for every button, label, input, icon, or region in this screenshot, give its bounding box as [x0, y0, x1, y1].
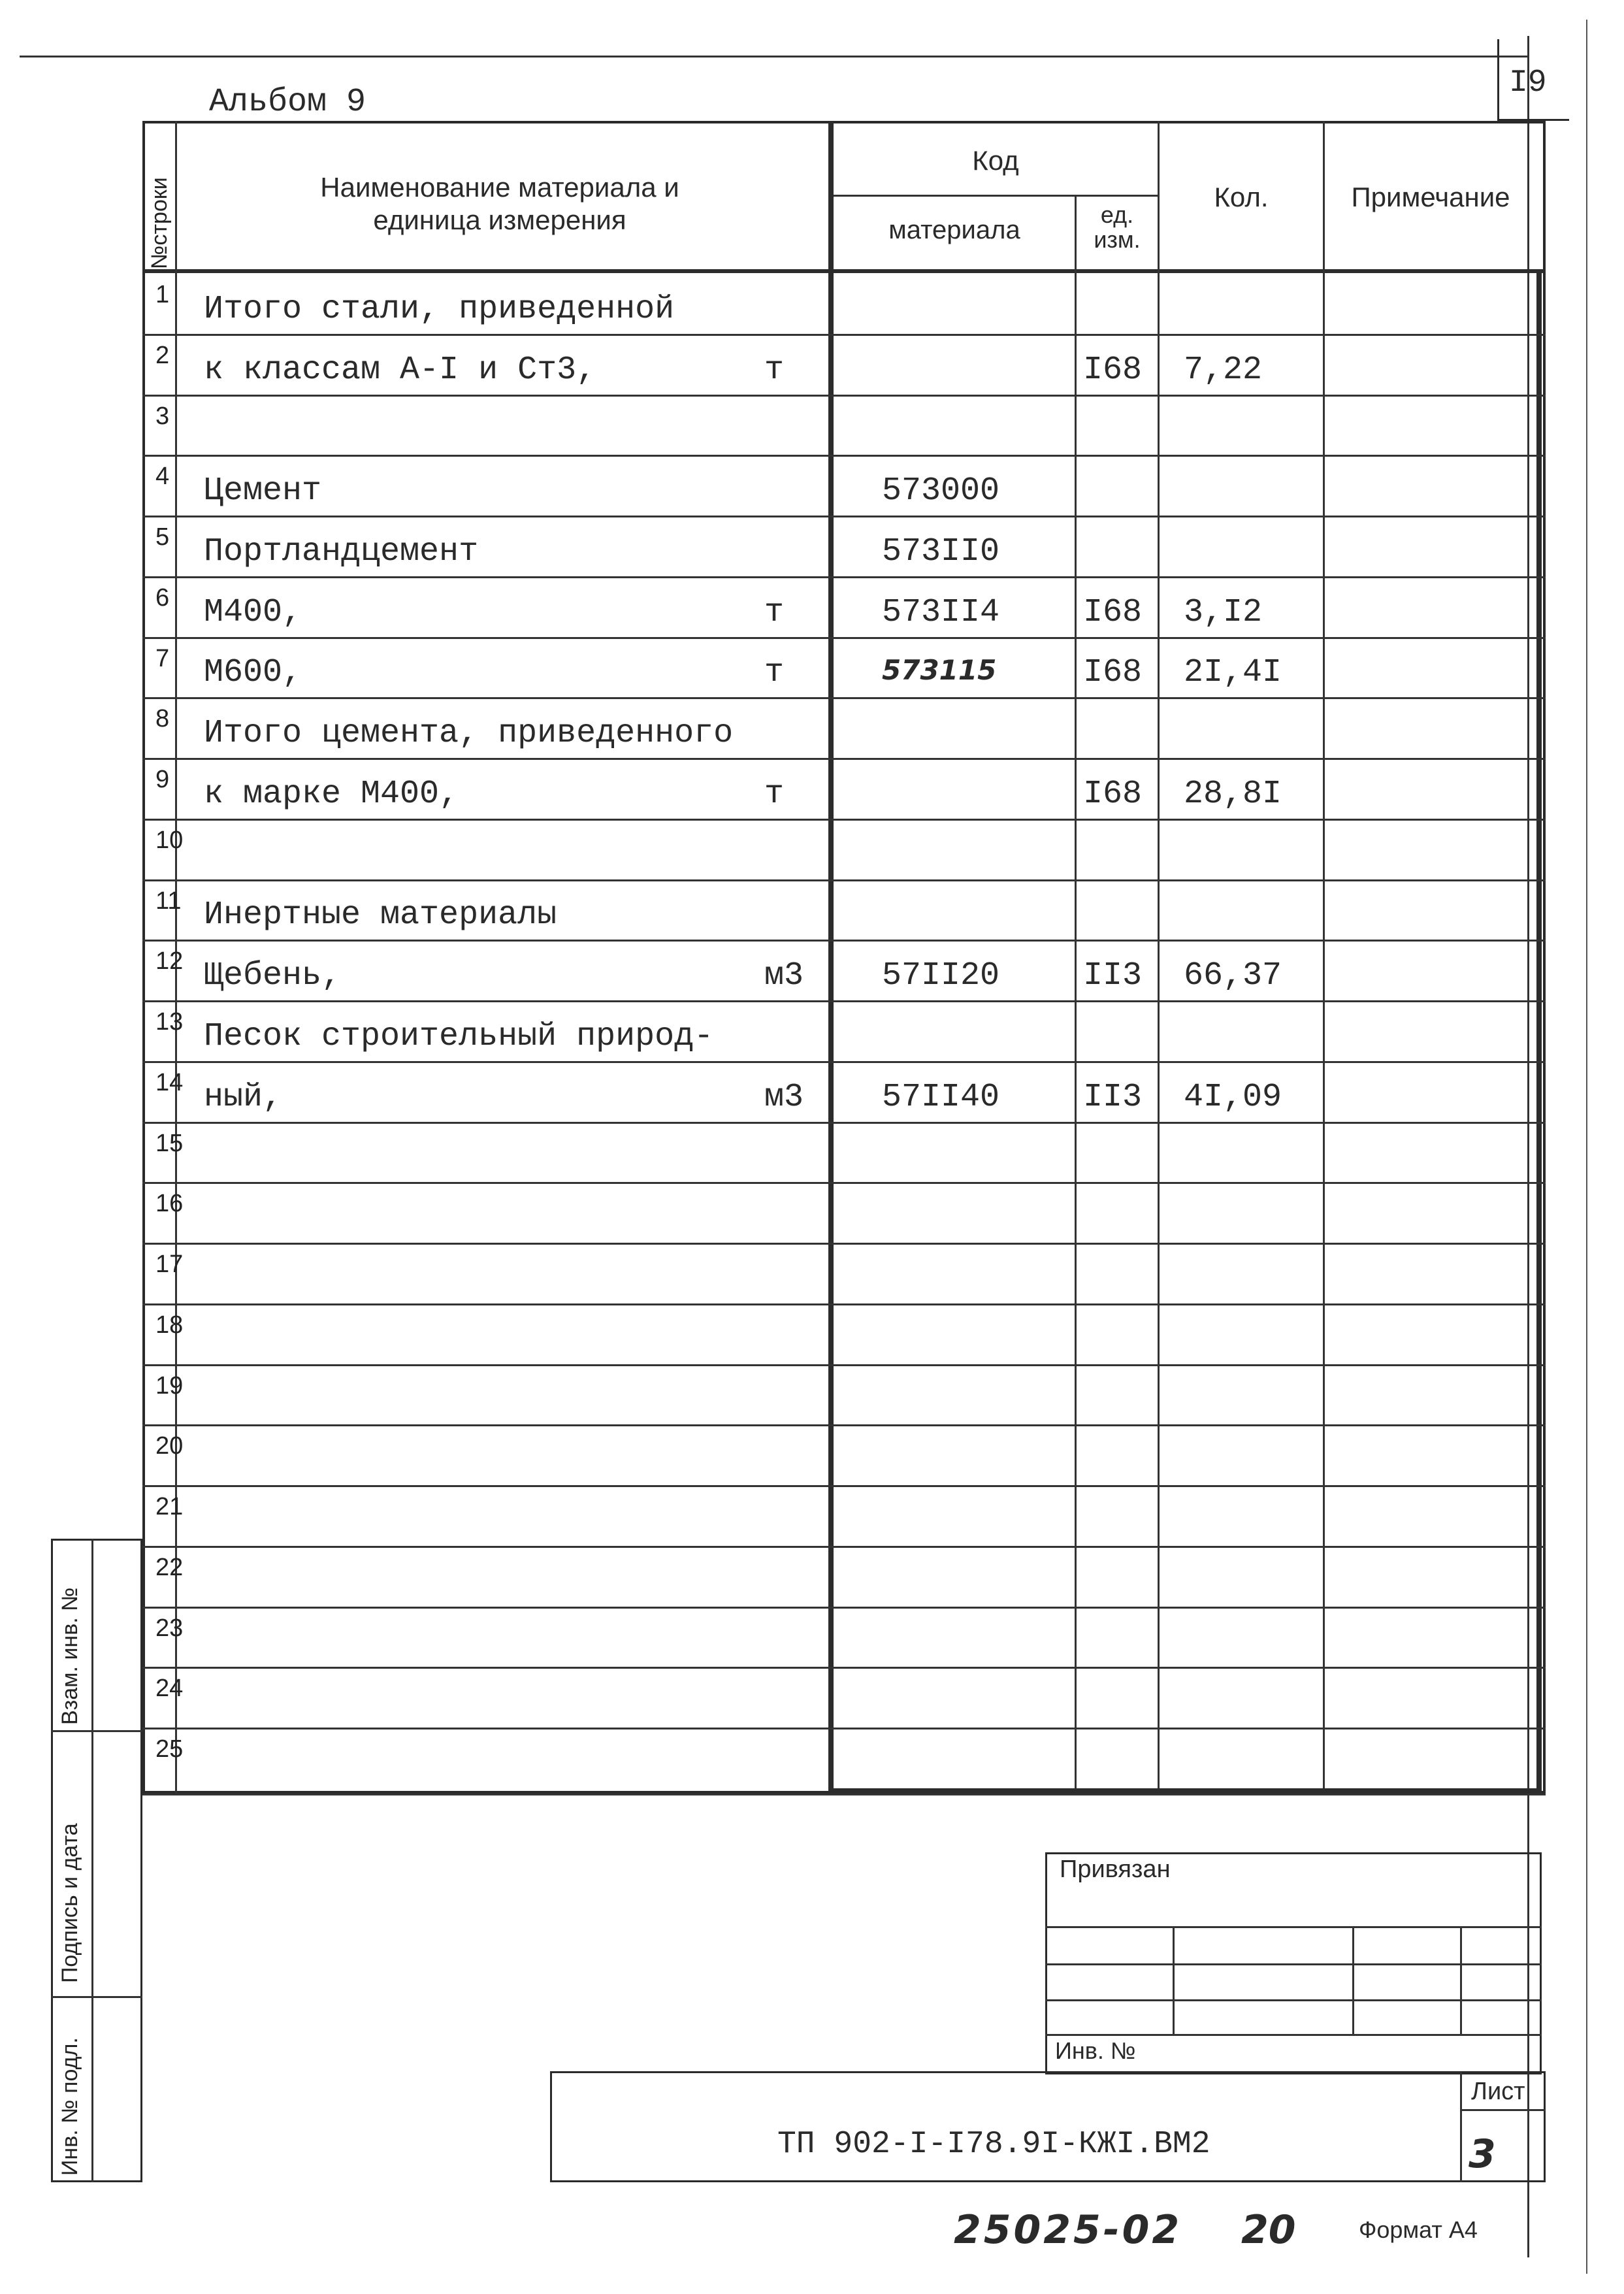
row-unit-code: I68: [1083, 654, 1143, 692]
table-bottom-thick: [828, 1788, 1542, 1794]
row-unit-code: I68: [1083, 775, 1143, 813]
table-row-line: [142, 879, 1546, 881]
row-number: 14: [155, 1068, 184, 1096]
row-unit: м3: [764, 957, 804, 995]
row-number: 17: [155, 1251, 184, 1279]
row-number: 5: [155, 523, 170, 551]
table-row-line: [142, 1061, 1546, 1063]
row-name: Итого цемента, приведенного: [204, 715, 734, 753]
header-qty: Кол.: [1214, 182, 1269, 212]
row-unit-code: I68: [1083, 593, 1143, 631]
header-code: Код: [972, 145, 1019, 176]
row-material-code: 57II40: [882, 1078, 1000, 1116]
header-note: Примечание: [1351, 182, 1510, 212]
table-row-line: [142, 1607, 1546, 1609]
row-number: 13: [155, 1008, 184, 1036]
row-number: 22: [155, 1553, 184, 1581]
table-row-line: [142, 1122, 1546, 1124]
row-number: 4: [155, 463, 170, 491]
row-material-code: 57II20: [882, 957, 1000, 995]
row-number: 9: [155, 766, 170, 794]
row-name: М400,: [204, 593, 302, 631]
table-right-thick: [1536, 271, 1542, 1794]
list-number: 3: [1469, 2131, 1496, 2177]
footer-number: 25025-02: [954, 2207, 1182, 2253]
row-name: к классам А-I и Ст3,: [204, 351, 596, 389]
table-row-line: [142, 395, 1546, 397]
row-unit: т: [764, 775, 785, 813]
row-unit-code: I68: [1083, 351, 1143, 389]
table-row-line: [142, 1364, 1546, 1366]
page-right-edge-line: [1586, 20, 1587, 2274]
table-row-line: [142, 758, 1546, 760]
table-row-line: [142, 1728, 1546, 1729]
table-row-line: [142, 455, 1546, 457]
table-row-line: [142, 1182, 1546, 1184]
row-number: 18: [155, 1311, 184, 1339]
row-number: 11: [155, 887, 182, 915]
side-strip-line-2: [51, 1996, 142, 1998]
code-subheader-line: [831, 195, 1158, 197]
table-row-line: [142, 1485, 1546, 1487]
footer-format: Формат А4: [1359, 2216, 1478, 2243]
table-row-line: [142, 637, 1546, 639]
row-material-code: 573000: [882, 472, 1000, 510]
privyazan-label: Привязан: [1060, 1856, 1171, 1883]
row-material-code: 573II4: [882, 593, 1000, 631]
row-number: 24: [155, 1675, 184, 1703]
table-row-line: [142, 697, 1546, 699]
footer-copy: 20: [1241, 2207, 1296, 2253]
row-material-code: 573II0: [882, 533, 1000, 570]
row-name: Щебень,: [204, 957, 342, 995]
row-number: 16: [155, 1190, 184, 1218]
row-unit: т: [764, 654, 785, 692]
row-number: 15: [155, 1129, 184, 1157]
inv-no-label: Инв. №: [1055, 2037, 1136, 2064]
row-qty: 3,I2: [1184, 593, 1263, 631]
side-label-podpis: Подпись и дата: [57, 1823, 82, 1983]
privyazan-vline-3: [1460, 1926, 1462, 2034]
row-qty: 7,22: [1184, 351, 1263, 389]
table-row-line: [142, 940, 1546, 942]
table-row-line: [142, 576, 1546, 578]
album-title: Альбом 9: [209, 84, 366, 121]
col-line-unit: [1075, 195, 1077, 1794]
header-name: Наименование материала и единица измерения: [320, 172, 679, 236]
table-row-line: [142, 1000, 1546, 1002]
table-row-line: [142, 516, 1546, 517]
row-number: 8: [155, 705, 170, 733]
side-label-inv-podl: Инв. № подл.: [57, 2037, 82, 2176]
privyazan-vline-1: [1173, 1926, 1175, 2034]
privyazan-line-1: [1045, 1926, 1542, 1928]
list-col-line: [1460, 2071, 1462, 2182]
row-number: 21: [155, 1493, 184, 1521]
row-name: Итого стали, приведенной: [204, 290, 675, 328]
row-name: к марке М400,: [204, 775, 459, 813]
side-strip-line-1: [51, 1730, 142, 1732]
row-number: 20: [155, 1432, 184, 1460]
inv-no-line: [1045, 2034, 1542, 2036]
table-row-line: [142, 1667, 1546, 1669]
row-unit: м3: [764, 1078, 804, 1116]
header-code-material: материала: [888, 216, 1020, 244]
row-qty: 66,37: [1184, 957, 1282, 995]
row-material-code: 573115: [882, 654, 997, 687]
col-line-qty: [1158, 121, 1160, 1794]
row-qty: 4I,09: [1184, 1078, 1282, 1116]
stamp-top-line: [142, 1794, 1546, 1795]
row-name: Цемент: [204, 472, 322, 510]
col-line-name: [828, 121, 834, 1794]
row-number: 7: [155, 644, 170, 672]
row-name: М600,: [204, 654, 302, 692]
row-number: 1: [155, 281, 170, 308]
privyazan-line-3: [1045, 1999, 1542, 2001]
row-qty: 28,8I: [1184, 775, 1282, 813]
list-label-line: [1460, 2109, 1546, 2111]
sheet-corner-number: I9: [1509, 65, 1547, 101]
table-row-line: [142, 1243, 1546, 1245]
row-number: 23: [155, 1614, 184, 1642]
table-row-line: [142, 1424, 1546, 1426]
row-number: 19: [155, 1371, 184, 1400]
table-row-line: [142, 819, 1546, 821]
header-code-unit: ед. изм.: [1094, 201, 1141, 253]
list-label: Лист: [1471, 2078, 1525, 2105]
row-number: 10: [155, 826, 184, 854]
row-name: ный,: [204, 1078, 283, 1116]
table-row-line: [142, 1546, 1546, 1548]
row-number: 3: [155, 402, 170, 430]
row-unit: т: [764, 593, 785, 631]
side-strip-mid: [91, 1539, 93, 2182]
privyazan-line-2: [1045, 1963, 1542, 1965]
header-bottom-line: [142, 269, 1546, 273]
privyazan-vline-2: [1352, 1926, 1354, 2034]
row-name: Песок строительный природ-: [204, 1017, 714, 1055]
row-name: Инертные материалы: [204, 896, 557, 934]
row-unit: т: [764, 351, 785, 389]
row-name: Портландцемент: [204, 533, 479, 570]
table-row-line: [142, 1303, 1546, 1305]
header-row-no: №строки: [147, 177, 172, 269]
designation: ТП 902-I-I78.9I-КЖI.ВМ2: [777, 2127, 1210, 2162]
row-unit-code: II3: [1083, 957, 1143, 995]
row-number: 12: [155, 947, 184, 975]
row-number: 6: [155, 583, 170, 612]
row-qty: 2I,4I: [1184, 654, 1282, 692]
table-row-line: [142, 334, 1546, 336]
row-number: 25: [155, 1735, 184, 1763]
side-label-vzam: Взам. инв. №: [57, 1587, 82, 1725]
col-line-note: [1323, 121, 1325, 1794]
row-unit-code: II3: [1083, 1078, 1143, 1116]
top-border-line: [20, 56, 1529, 57]
row-number: 2: [155, 341, 170, 369]
